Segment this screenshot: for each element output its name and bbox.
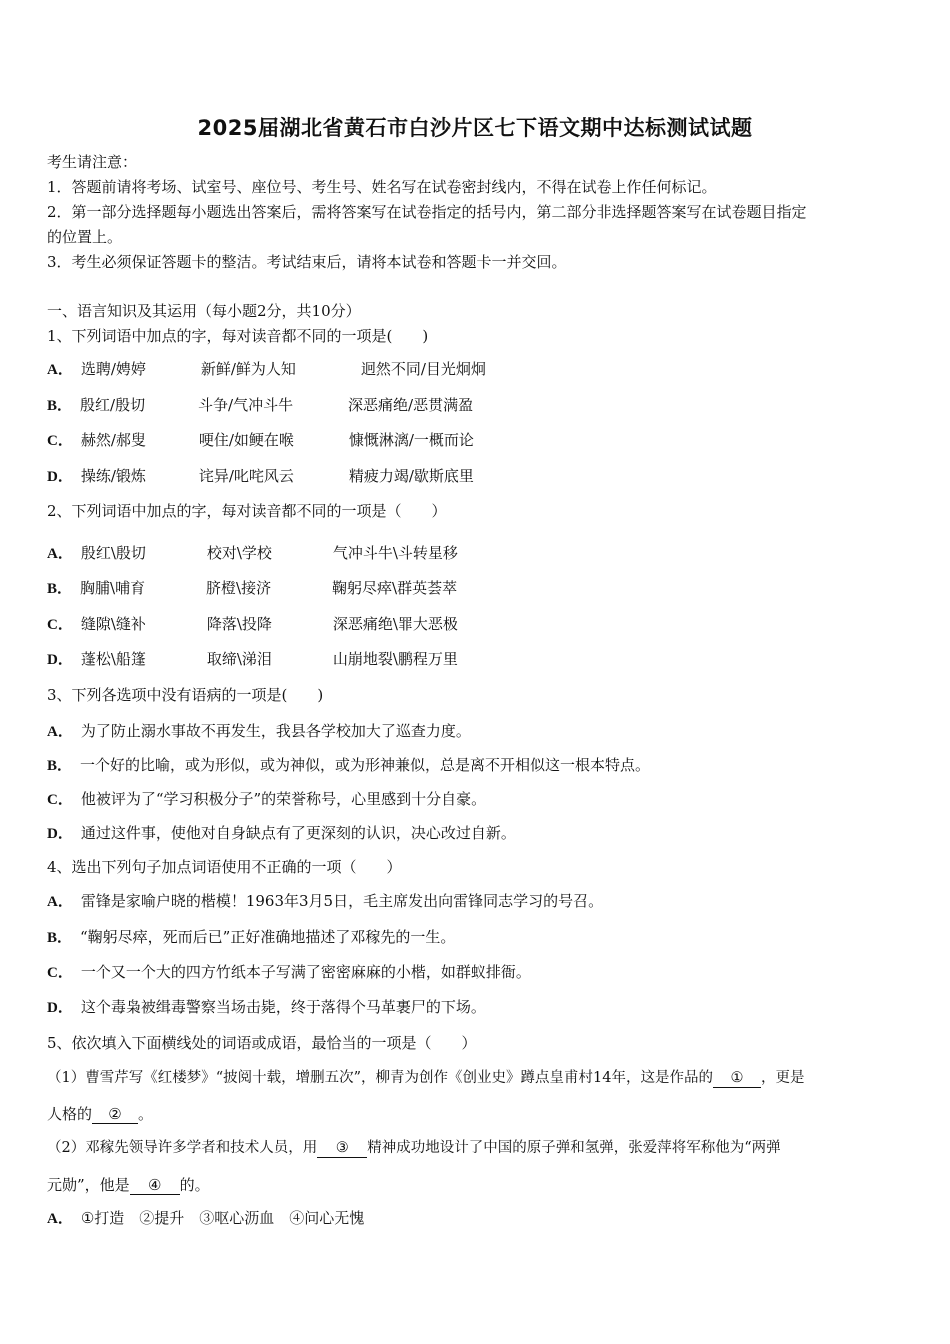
question-4-stem: 4、选出下列句子加点词语使用不正确的一项（ ）	[47, 858, 402, 876]
passage-text: 元勋”，他是	[47, 1176, 130, 1194]
question-3-option-d	[47, 823, 516, 844]
option-text: 一个又一个大的四方竹纸本子写满了密密麻麻的小楷，如群蚁排衙。	[80, 963, 531, 981]
question-1-option-a	[47, 359, 486, 380]
question-2-stem: 2、下列词语中加点的字，每对读音都不同的一项是（ ）	[47, 502, 447, 520]
question-4-option-c	[47, 962, 531, 983]
option-cell: 蓬松\船篷	[80, 650, 146, 668]
option-cell: 操练/锻炼	[80, 467, 146, 485]
option-cell: 殷红\殷切	[80, 544, 146, 562]
option-cell: 深恶痛绝/恶贯满盈	[348, 396, 474, 414]
question-4-option-a	[47, 891, 603, 912]
notice-item-2-cont: 的位置上。	[47, 228, 123, 246]
answer-blank-4[interactable]: ④	[130, 1176, 180, 1195]
option-label: A．	[47, 546, 73, 562]
question-3-option-b	[47, 755, 650, 776]
option-text: “鞠躬尽瘁，死而后已”正好准确地描述了邓稼先的一生。	[80, 928, 456, 946]
question-2-option-b	[47, 578, 457, 599]
passage-text: 人格的	[47, 1105, 93, 1123]
option-label: D．	[47, 652, 73, 668]
question-5-passage-1	[47, 1068, 805, 1088]
option-label: B．	[47, 581, 73, 597]
answer-blank-1[interactable]: ①	[713, 1069, 761, 1088]
question-5-passage-1-cont	[47, 1104, 153, 1124]
option-cell: 殷红/殷切	[80, 396, 146, 414]
question-4-option-d	[47, 997, 486, 1018]
option-cell: 深恶痛绝\罪大恶极	[332, 615, 458, 633]
notice-item-1: 1．答题前请将考场、试室号、座位号、考生号、姓名写在试卷密封线内，不得在试卷上作任何标记。	[47, 178, 717, 196]
option-cell: 胸脯\哺育	[80, 579, 146, 597]
option-label: C．	[47, 617, 73, 633]
option-cell: 哽住/如鲠在喉	[198, 431, 294, 449]
passage-text: 精神成功地设计了中国的原子弹和氢弹，张爱萍将军称他为“两弹	[367, 1140, 781, 1156]
option-cell: 校对\学校	[206, 544, 272, 562]
option-label: D．	[47, 826, 73, 842]
question-5-passage-2	[47, 1138, 781, 1158]
passage-text: （2）邓稼先领导许多学者和技术人员，用	[47, 1140, 318, 1156]
question-1-option-b	[47, 395, 473, 416]
option-cell: 山崩地裂\鹏程万里	[332, 650, 458, 668]
page-title: 2025届湖北省黄石市白沙片区七下语文期中达标测试试题	[197, 116, 753, 140]
option-cell: 精疲力竭/歇斯底里	[348, 467, 474, 485]
passage-text: 。	[138, 1105, 154, 1123]
question-3-stem: 3、下列各选项中没有语病的一项是( )	[47, 686, 324, 704]
option-cell: 迥然不同/目光炯炯	[360, 360, 486, 378]
passage-text: 的。	[179, 1176, 210, 1194]
question-1-option-d	[47, 466, 474, 487]
question-1-option-c	[47, 430, 474, 451]
option-cell: 慷慨淋漓/一概而论	[348, 431, 474, 449]
passage-text: ，更是	[761, 1070, 805, 1086]
option-text: 一个好的比喻，或为形似，或为神似，或为形神兼似，总是离不开相似这一根本特点。	[80, 756, 651, 774]
option-cell: 脐橙\接济	[206, 579, 272, 597]
question-3-option-c	[47, 789, 486, 810]
option-label: C．	[47, 792, 73, 808]
option-cell: 诧异/叱咤风云	[198, 467, 294, 485]
question-4-option-b	[47, 927, 455, 948]
option-cell: 新鲜/鲜为人知	[200, 360, 296, 378]
option-label: A．	[47, 362, 73, 378]
option-cell: 斗争/气冲斗牛	[198, 396, 294, 414]
notice-item-2: 2．第一部分选择题每小题选出答案后，需将答案写在试卷指定的括号内，第二部分非选择题答案写在试卷题目指定	[47, 203, 807, 221]
answer-blank-3[interactable]: ③	[317, 1139, 367, 1158]
passage-text: （1）曹雪芹写《红楼梦》“披阅十载，增删五次”，柳青为创作《创业史》蹲点皇甫村14年，这是作品的	[47, 1070, 713, 1086]
option-label: D．	[47, 469, 73, 485]
question-5-passage-2-cont	[47, 1175, 210, 1195]
question-3-option-a	[47, 721, 471, 742]
option-cell: 选聘/娉婷	[80, 360, 146, 378]
question-5-option-a	[47, 1208, 364, 1229]
option-text: 通过这件事，使他对自身缺点有了更深刻的认识，决心改过自新。	[80, 824, 516, 842]
question-2-option-c	[47, 614, 458, 635]
option-label: C．	[47, 433, 73, 449]
option-label: A．	[47, 894, 73, 910]
option-cell: 气冲斗牛\斗转星移	[332, 544, 458, 562]
option-text: 他被评为了“学习积极分子”的荣誉称号，心里感到十分自豪。	[80, 790, 487, 808]
option-label: D．	[47, 1000, 73, 1016]
question-2-option-a	[47, 543, 458, 564]
question-2-option-d	[47, 649, 458, 670]
option-text: ①打造 ②提升 ③呕心沥血 ④问心无愧	[80, 1209, 365, 1227]
option-cell: 赫然/郝叟	[80, 431, 146, 449]
answer-blank-2[interactable]: ②	[92, 1105, 138, 1124]
option-text: 雷锋是家喻户晓的楷模！1963年3月5日，毛主席发出向雷锋同志学习的号召。	[80, 892, 604, 910]
option-label: B．	[47, 930, 73, 946]
option-text: 为了防止溺水事故不再发生，我县各学校加大了巡查力度。	[80, 722, 471, 740]
option-label: A．	[47, 724, 73, 740]
option-label: B．	[47, 758, 73, 774]
option-cell: 缝隙\缝补	[80, 615, 146, 633]
option-label: A．	[47, 1211, 73, 1227]
option-cell: 取缔\涕泪	[206, 650, 272, 668]
option-label: C．	[47, 965, 73, 981]
notice-heading: 考生请注意：	[47, 153, 138, 171]
option-text: 这个毒枭被缉毒警察当场击毙，终于落得个马革裹尸的下场。	[80, 998, 486, 1016]
question-5-stem: 5、依次填入下面横线处的词语或成语，最恰当的一项是（ ）	[47, 1034, 477, 1052]
option-cell: 鞠躬尽瘁\群英荟萃	[332, 579, 458, 597]
option-label: B．	[47, 398, 73, 414]
section-heading: 一、语言知识及其运用（每小题2分，共10分）	[47, 302, 361, 320]
option-cell: 降落\投降	[206, 615, 272, 633]
notice-item-3: 3．考生必须保证答题卡的整洁。考试结束后，请将本试卷和答题卡一并交回。	[47, 253, 567, 271]
question-1-stem: 1、下列词语中加点的字，每对读音都不同的一项是( )	[47, 327, 429, 345]
